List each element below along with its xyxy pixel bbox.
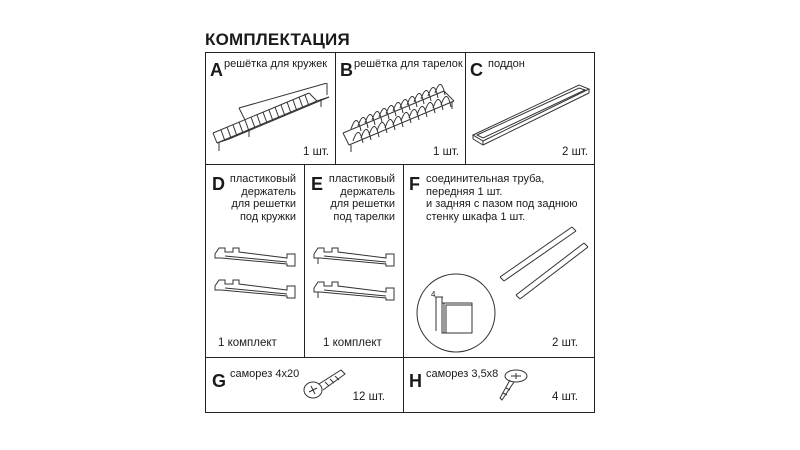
item-h-label: саморез 3,5х8	[426, 368, 499, 380]
page-title: КОМПЛЕКТАЦИЯ	[205, 30, 350, 49]
item-g-qty: 12 шт.	[352, 391, 385, 403]
item-b-letter: B	[340, 60, 353, 80]
item-f-label: соединительная труба, передняя 1 шт. и задняя с пазом под заднюю стенку шкафа 1 шт.	[426, 173, 578, 223]
item-b-cell	[335, 52, 466, 165]
item-c-cell	[465, 52, 595, 165]
item-b-label: решётка для тарелок	[354, 58, 463, 70]
item-d-cell	[205, 164, 305, 358]
item-e-qty: 1 комплект	[323, 337, 382, 349]
screw-3-5x8-illustration	[492, 364, 532, 406]
item-a-qty: 1 шт.	[302, 146, 329, 158]
item-c-qty: 2 шт.	[561, 146, 588, 158]
item-f-letter: F	[409, 174, 420, 194]
item-g-label: саморез 4х20	[230, 368, 300, 380]
item-d-qty: 1 комплект	[218, 337, 277, 349]
connecting-tubes-illustration	[406, 215, 592, 355]
item-c-label: поддон	[488, 58, 525, 70]
mug-holder-illustration	[211, 240, 301, 310]
item-h-cell	[403, 357, 595, 413]
components-sheet	[205, 52, 595, 413]
item-h-qty: 4 шт.	[551, 391, 578, 403]
item-f-cell	[403, 164, 595, 358]
item-g-cell	[205, 357, 404, 413]
item-e-cell	[304, 164, 404, 358]
plate-holder-illustration	[310, 240, 400, 320]
item-a-label: решётка для кружек	[224, 58, 328, 70]
drip-tray-illustration	[469, 79, 593, 151]
mug-rack-illustration	[209, 83, 334, 153]
item-b-qty: 1 шт.	[432, 146, 459, 158]
plate-rack-illustration	[339, 81, 464, 153]
item-d-letter: D	[212, 174, 225, 194]
item-d-label: пластиковый держатель для решетки под кружки	[229, 173, 296, 223]
item-f-dimension: 4	[431, 290, 436, 299]
item-c-letter: C	[470, 60, 483, 80]
item-f-qty: 2 шт.	[551, 337, 578, 349]
item-e-label: пластиковый держатель для решетки под тарелки	[328, 173, 395, 223]
item-e-letter: E	[311, 174, 324, 194]
item-a-cell	[205, 52, 336, 165]
item-h-letter: H	[409, 371, 422, 391]
item-a-letter: A	[210, 60, 223, 80]
item-g-letter: G	[212, 371, 227, 391]
screw-4x20-illustration	[301, 364, 351, 404]
